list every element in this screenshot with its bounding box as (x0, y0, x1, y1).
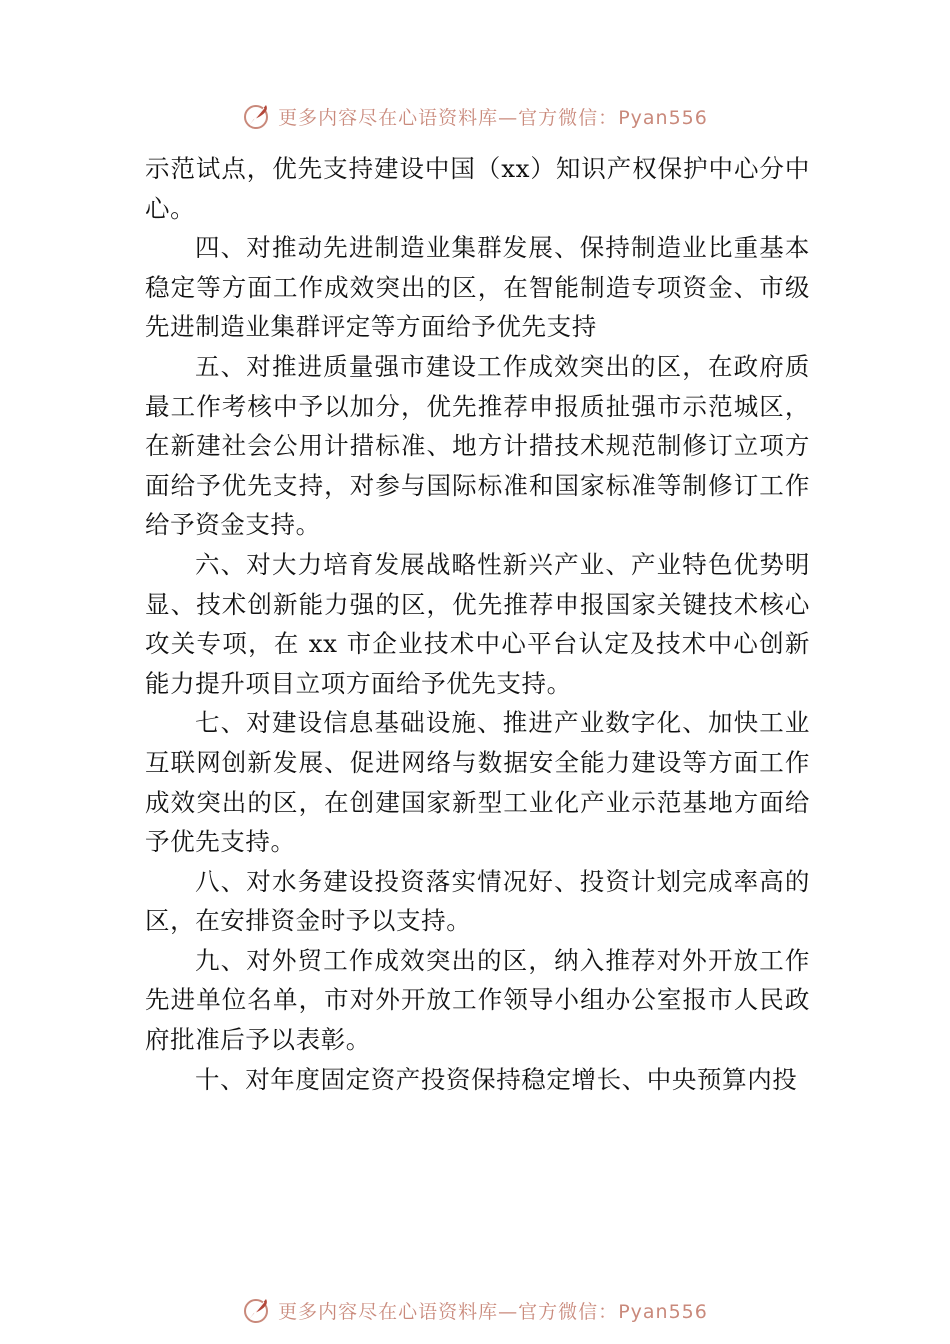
paragraph-item-6: 六、对大力培育发展战略性新兴产业、产业特色优势明显、技术创新能力强的区，优先推荐申报国家关键技术核心攻关专项，在 xx 市企业技术中心平台认定及技术中心创新能力提升项目立项方面给予优先支持。 (145, 549, 810, 698)
paragraph-item-7: 七、对建设信息基础设施、推进产业数字化、加快工业互联网创新发展、促进网络与数据安全能力建设等方面工作成效突出的区，在创建国家新型工业化产业示范基地方面给予优先支持。 (145, 708, 810, 857)
paragraph-item-4: 四、对推动先进制造业集群发展、保持制造业比重基本稳定等方面工作成效突出的区，在智能制造专项资金、市级先进制造业集群评定等方面给予优先支持 (145, 233, 810, 342)
paragraph-item-9: 九、对外贸工作成效突出的区，纳入推荐对外开放工作先进单位名单，市对外开放工作领导小组办公室报市人民政府批准后予以表彰。 (145, 945, 810, 1055)
header-banner-text: 更多内容尽在心语资料库—官方微信：Pyan556 (278, 106, 708, 129)
document-body (145, 149, 810, 1099)
footer-banner-text: 更多内容尽在心语资料库—官方微信：Pyan556 (278, 1300, 708, 1323)
paragraph-continuation: 示范试点，优先支持建设中国（xx）知识产权保护中心分中心。 (145, 154, 810, 223)
header-banner (0, 96, 950, 136)
feather-logo-icon (242, 1295, 272, 1325)
footer-banner (0, 1290, 950, 1330)
paragraph-item-5: 五、对推进质量强市建设工作成效突出的区，在政府质最工作考核中予以加分，优先推荐申报质扯强市示范城区， 在新建社会公用计措标准、地方计措技术规范制修订立项方面给予优先支持，对参与国际标准和国家标准等制修订工作给予资金支持。 (145, 351, 810, 540)
feather-logo-icon (242, 101, 272, 131)
paragraph-item-10: 十、对年度固定资产投资保持稳定增长、中央预算内投 (195, 1064, 798, 1094)
paragraph-item-8: 八、对水务建设投资落实情况好、投资计划完成率高的区，在安排资金时予以支持。 (145, 866, 810, 936)
